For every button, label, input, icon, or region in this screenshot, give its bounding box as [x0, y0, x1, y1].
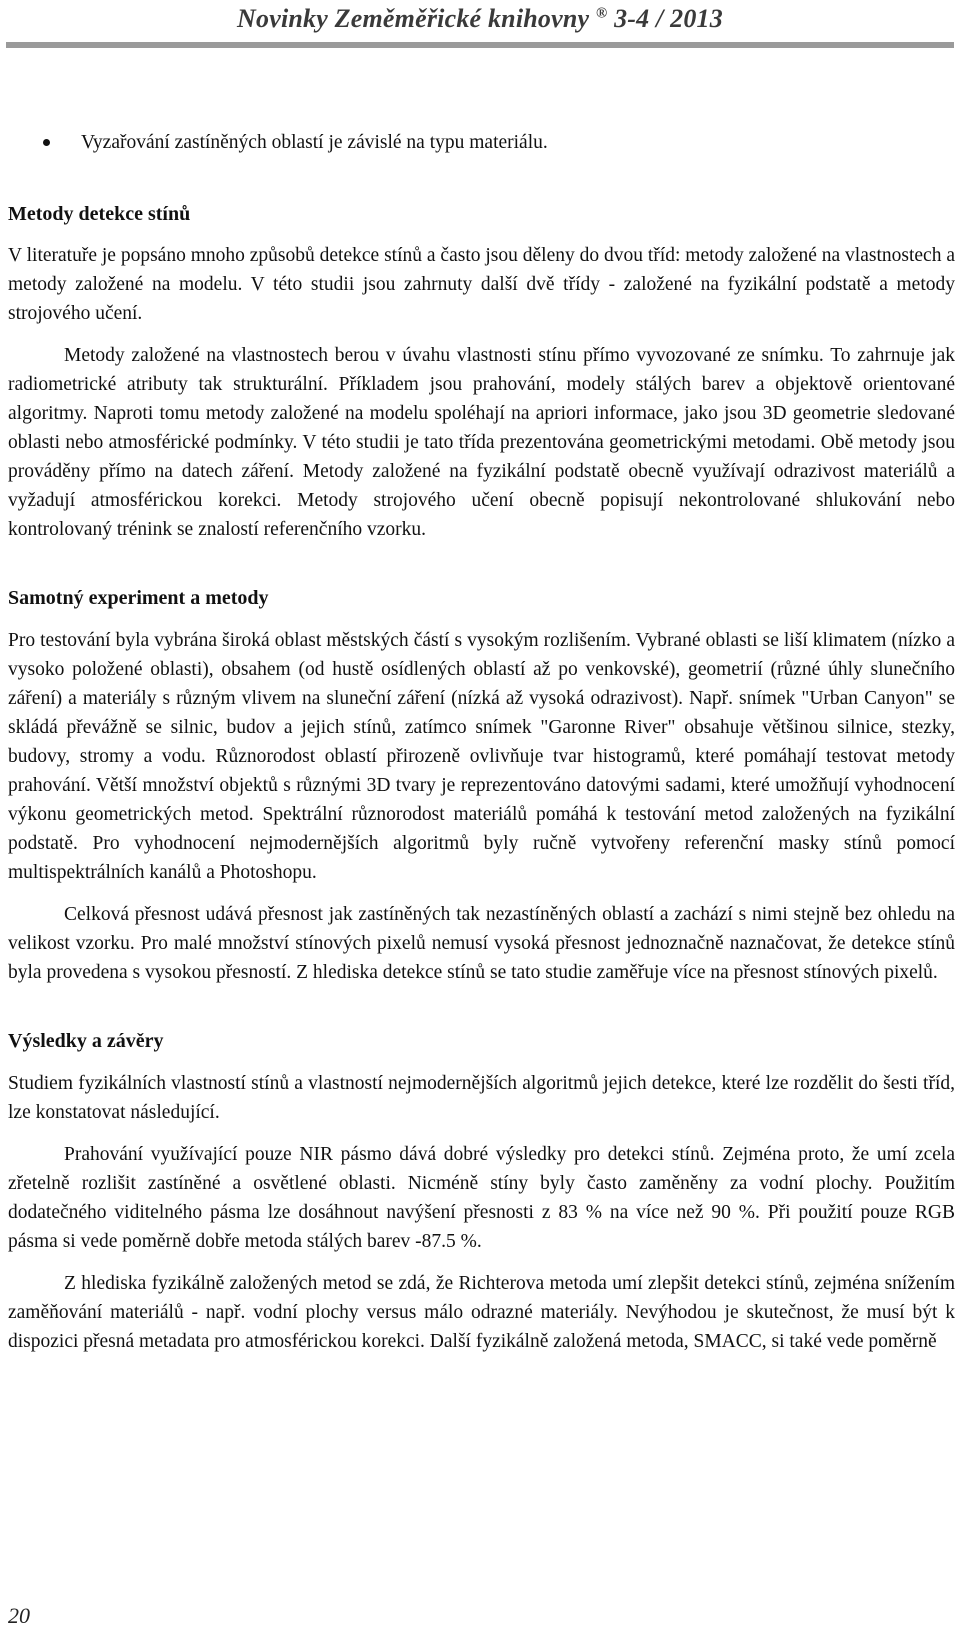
section-heading-experiment: Samotný experiment a metody: [8, 587, 269, 609]
article-body: [8, 128, 955, 1356]
section-heading-detection: Metody detekce stínů: [8, 203, 191, 225]
bullet-icon: [43, 139, 50, 146]
section-heading-results: Výsledky a závěry: [8, 1030, 164, 1052]
journal-issue: 3-4 / 2013: [614, 4, 723, 33]
paragraph: Studiem fyzikálních vlastností stínů a vlastností nejmodernějších algoritmů jejich detekce, které lze rozdělit do šesti tříd, lze konstatovat následující.: [8, 1073, 955, 1123]
paragraph: Celková přesnost udává přesnost jak zastíněných tak nezastíněných oblastí a zachází s nimi stejně bez ohledu na velikost vzorku. Pro malé množství stínových pixelů nemusí vysoká přesnost jednoznačně naznačovat, že detekce stínů byla provedena s vysokou přesností. Z hlediska detekce stínů se tato studie zaměřuje více na přesnost stínových pixelů.: [8, 904, 955, 983]
paragraph: Prahování využívající pouze NIR pásmo dává dobré výsledky pro detekci stínů. Zejména proto, že umí zcela zřetelně rozlišit zastíněné a osvětlené oblasti. Nicméně stíny byly často zaměněny za vodní plochy. Použitím dodatečného viditelného pásma lze dosáhnout navýšení přesnosti z 83 % na více než 90 %. Při použití pouze RGB pásma si vede poměrně dobře metoda stálých barev -87.5 %.: [8, 1144, 955, 1252]
bullet-text: Vyzařování zastíněných oblastí je závislé na typu materiálu.: [81, 132, 548, 153]
bullet-list-item: [8, 128, 955, 157]
page-number: 20: [8, 1603, 30, 1628]
paragraph: Pro testování byla vybrána široká oblast městských částí s vysokým rozlišením. Vybrané oblasti se liší klimatem (nízko a vysoko položené oblasti), obsahem (od hustě osídlených oblastí až po venkovské), geometrií (různé úhly slunečního záření) a materiály s různým vlivem na sluneční záření (nízká až vysoká odrazivost). Např. snímek "Urban Canyon" se skládá převážně se silnic, budov a jejich stínů, zatímco snímek "Garonne River" obsahuje většinou silnice, stezky, budovy, stromy a vodu. Různorodost oblastí přirozeně ovlivňuje tvar histogramů, které pomáhají testovat metody prahování. Větší množství objektů s různými 3D tvary je reprezentováno datovými sadami, které umožňují vyhodnocení výkonu geometrických metod. Spektrální různorodost materiálů pomáhá k testování metod založených na fyzikální podstatě. Pro vyhodnocení nejmodernějších algoritmů byly ručně vytvořeny referenční masky stínů pomocí multispektrálních kanálů a Photoshopu.: [8, 630, 955, 883]
paragraph: V literatuře je popsáno mnoho způsobů detekce stínů a často jsou děleny do dvou tříd: metody založené na vlastnostech a metody založené na modelu. V této studii jsou zahrnuty další dvě třídy - založené na fyzikální podstatě a metody strojového učení.: [8, 245, 955, 324]
header-rule: [6, 42, 954, 48]
running-header: [0, 4, 960, 34]
paragraph: Z hlediska fyzikálně založených metod se zdá, že Richterova metoda umí zlepšit detekci stínů, zejména snížením zaměňování materiálů - např. vodní plochy versus málo odrazné materiály. Nevýhodou je skutečnost, že musí být k dispozici přesná metadata pro atmosférickou korekci. Další fyzikálně založená metoda, SMACC, si také vede poměrně: [8, 1273, 955, 1352]
journal-title: Novinky Zeměměřické knihovny: [237, 4, 590, 33]
paragraph: Metody založené na vlastnostech berou v úvahu vlastnosti stínu přímo vyvozované ze snímku. To zahrnuje jak radiometrické atributy tak strukturální. Příkladem jsou prahování, modely stálých barev a objektově orientované algoritmy. Naproti tomu metody založené na modelu spoléhají na apriori informace, jako jsou 3D geometrie sledované oblasti nebo atmosférické podmínky. V této studii je tato třída prezentována geometrickými metodami. Obě metody jsou prováděny přímo na datech záření. Metody založené na fyzikální podstatě obecně využívají odrazivost materiálů a vyžadují atmosférickou korekci. Metody strojového učení obecně popisují nekontrolované shlukování nebo kontrolovaný trénink se znalostí referenčního vzorku.: [8, 345, 955, 540]
registered-mark: ®: [595, 5, 608, 22]
